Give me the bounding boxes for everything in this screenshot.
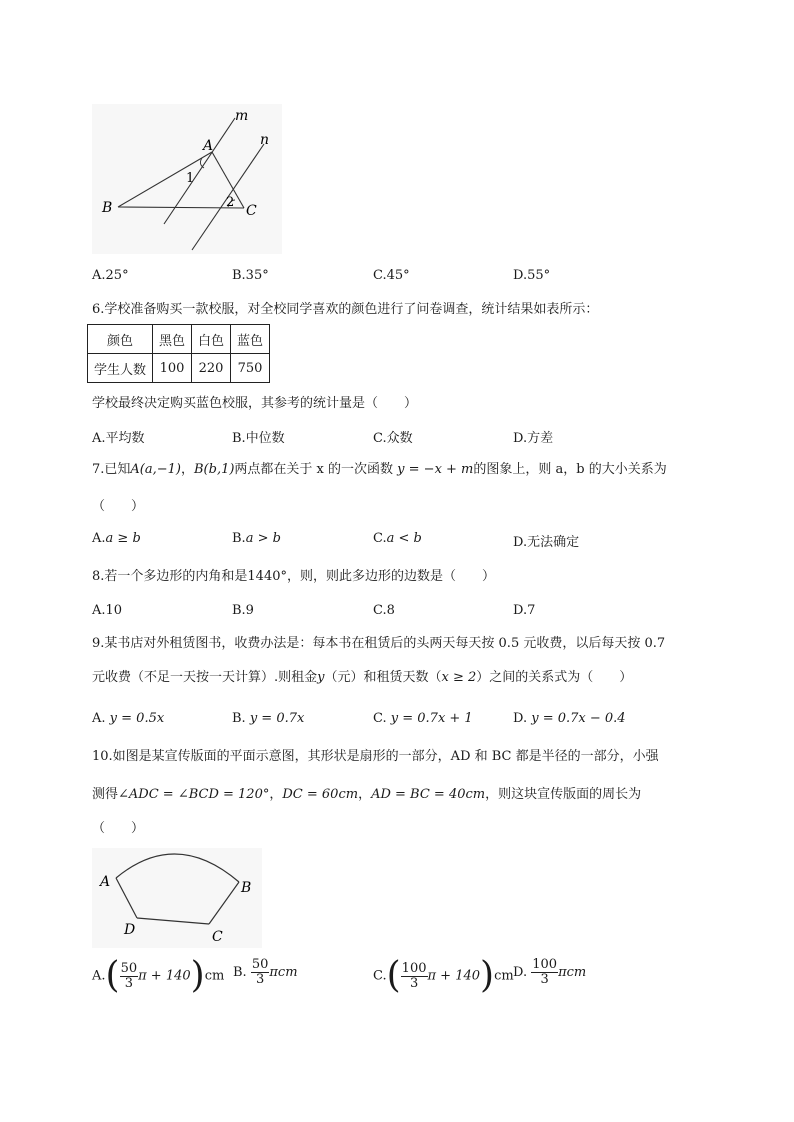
q6-option-a[interactable]: A.平均数 [92, 431, 145, 446]
q9-options [92, 711, 752, 729]
q8-option-d[interactable]: D.7 [513, 603, 536, 618]
q10-line2-post: ，则这块宣传版面的周长为 [485, 787, 642, 802]
q10-option-d[interactable] [513, 958, 586, 987]
q9-line2-post: ）之间的关系式为（ ） [476, 670, 633, 685]
q7-tail-text: 的图象上，则 a，b 的大小关系为 [473, 462, 667, 477]
fraction [251, 958, 270, 987]
q10-angles: ∠ADC = ∠BCD = 120° [118, 787, 270, 802]
label-angle-1: 1 [186, 171, 195, 186]
q7-blank: （ ） [92, 499, 145, 514]
q10-option-c-letter: C. [373, 968, 387, 984]
q10-option-b-rest: πcm [269, 965, 298, 980]
table-cell: 100 [153, 354, 192, 383]
q10-option-d-letter: D. [513, 965, 528, 980]
unit: cm [494, 968, 514, 984]
table-cell: 白色 [192, 325, 231, 354]
table-row [88, 354, 270, 383]
label-b: B [241, 880, 252, 896]
q10-sep-2: ， [358, 787, 372, 802]
q7-number: 7.已知 [92, 462, 131, 477]
open-paren: ( [105, 955, 120, 996]
fraction [401, 962, 428, 991]
q5-option-d[interactable]: D.55° [513, 268, 551, 283]
table-row [88, 325, 270, 354]
q10-line-2 [92, 786, 641, 804]
q9-option-b-letter: B. [232, 711, 246, 726]
q9-option-b-math: y = 0.7x [249, 711, 305, 726]
q9-condition: x ≥ 2 [441, 670, 477, 685]
numerator: 100 [401, 960, 427, 976]
q7-separator: ， [180, 462, 194, 477]
q10-option-c-rest: π + 140 [427, 968, 481, 984]
q5-option-c[interactable]: C.45° [373, 268, 410, 283]
q10-line2-pre: 测得 [92, 787, 119, 802]
q10-option-a-rest: π + 140 [138, 968, 191, 984]
q10-ad-bc-length: AD = BC = 40cm [371, 787, 486, 802]
denominator: 3 [409, 975, 419, 991]
q7-option-b-math: a > b [245, 531, 281, 546]
open-paren: ( [386, 955, 401, 996]
q8-option-c[interactable]: C.8 [373, 603, 395, 618]
q6-options [92, 427, 752, 445]
q10-option-b[interactable] [233, 958, 298, 987]
q7-point-b: B(b,1) [194, 462, 235, 477]
close-paren: ) [480, 955, 495, 996]
label-d: D [124, 922, 136, 938]
label-c: C [212, 929, 223, 945]
table-cell: 220 [192, 354, 231, 383]
q7-option-c-math: a < b [386, 531, 422, 546]
q10-sep-1: ， [269, 787, 283, 802]
q9-line2-pre: 元收费（不足一天按一天计算）.则租金 [92, 670, 318, 685]
q7-option-c[interactable] [373, 531, 422, 546]
table-cell: 颜色 [88, 325, 153, 354]
q7-option-a[interactable] [92, 531, 141, 546]
q8-post-text: ，则，则此多边形的边数是（ ） [287, 569, 496, 584]
close-paren: ) [190, 955, 205, 996]
q9-option-c[interactable] [373, 711, 473, 726]
q9-option-a-math: y = 0.5x [109, 711, 165, 726]
q7-options [92, 531, 752, 549]
label-b: B [102, 200, 113, 216]
q9-option-c-math: y = 0.7x + 1 [390, 711, 473, 726]
label-m: m [235, 108, 249, 124]
q9-var-y: y [317, 670, 325, 685]
fan-shape-figure [92, 848, 262, 948]
q9-option-d-math: y = 0.7x − 0.4 [531, 711, 626, 726]
q6-option-b[interactable]: B.中位数 [232, 431, 285, 446]
q10-option-a-letter: A. [92, 968, 106, 984]
q7-mid-text: 两点都在关于 x 的一次函数 [234, 462, 394, 477]
q9-line-1: 9.某书店对外租赁图书，收费办法是：每本书在租赁后的头两天每天按 0.5 元收费，以后每天按 0.7 [92, 636, 666, 651]
denominator: 3 [124, 975, 133, 991]
q10-option-c[interactable] [373, 955, 514, 996]
q7-function: y = −x + m [397, 462, 474, 477]
q7-option-a-letter: A. [92, 531, 106, 546]
label-n: n [260, 132, 270, 148]
parallel-lines-triangle-figure [92, 104, 282, 254]
q9-line2-mid: （元）和租赁天数（ [324, 670, 442, 685]
numerator: 50 [120, 960, 138, 976]
q9-option-a-letter: A. [92, 711, 106, 726]
q6-followup: 学校最终决定购买蓝色校服，其参考的统计量是（ ） [92, 396, 418, 411]
label-c: C [246, 203, 257, 219]
q7-point-a: A(a,−1) [130, 462, 181, 477]
q7-option-b-letter: B. [232, 531, 246, 546]
q7-option-d[interactable]: D.无法确定 [513, 535, 580, 550]
numerator: 100 [532, 957, 558, 972]
fraction [120, 962, 139, 991]
q9-option-b[interactable] [232, 711, 304, 726]
q6-option-d[interactable]: D.方差 [513, 431, 554, 446]
q10-option-b-letter: B. [233, 965, 247, 980]
q6-option-c[interactable]: C.众数 [373, 431, 413, 446]
unit: cm [204, 968, 225, 984]
q6-color-table [87, 324, 270, 383]
q7-option-b[interactable] [232, 531, 281, 546]
label-angle-2: 2 [226, 195, 235, 210]
table-cell: 学生人数 [88, 354, 153, 383]
q10-options [92, 955, 712, 1002]
q7-stem [92, 461, 667, 479]
table-cell: 蓝色 [231, 325, 270, 354]
q8-stem [92, 568, 495, 586]
denominator: 3 [540, 972, 549, 987]
q7-option-a-math: a ≥ b [105, 531, 141, 546]
q8-options [92, 603, 752, 621]
table-cell: 750 [231, 354, 270, 383]
q10-blank: （ ） [92, 821, 145, 836]
q8-angle-sum: 1440° [247, 569, 287, 584]
q10-line-1: 10.如图是某宣传版面的平面示意图，其形状是扇形的一部分，AD 和 BC 都是半径的一部分，小强 [92, 749, 659, 764]
q7-option-c-letter: C. [373, 531, 387, 546]
q5-option-b[interactable]: B.35° [232, 268, 269, 283]
q9-line-2 [92, 669, 632, 687]
q5-option-a[interactable]: A.25° [92, 268, 129, 283]
q10-dc-length: DC = 60cm [282, 787, 359, 802]
q10-option-a[interactable] [92, 955, 225, 996]
q9-option-a[interactable] [92, 711, 164, 726]
q10-option-d-rest: πcm [558, 965, 587, 980]
numerator: 50 [251, 957, 269, 972]
q8-option-b[interactable]: B.9 [232, 603, 254, 618]
denominator: 3 [255, 972, 265, 987]
q8-option-a[interactable]: A.10 [92, 603, 123, 618]
q5-options [92, 268, 752, 286]
table-cell: 黑色 [153, 325, 192, 354]
q6-stem: 6.学校准备购买一款校服，对全校同学喜欢的颜色进行了问卷调查，统计结果如表所示： [92, 302, 599, 317]
q9-option-c-letter: C. [373, 711, 387, 726]
q8-pre-text: 8.若一个多边形的内角和是 [92, 569, 248, 584]
label-a: A [100, 874, 111, 890]
label-a: A [203, 138, 214, 154]
fraction [531, 958, 558, 987]
q9-option-d-letter: D. [513, 711, 528, 726]
q9-option-d[interactable] [513, 711, 626, 726]
